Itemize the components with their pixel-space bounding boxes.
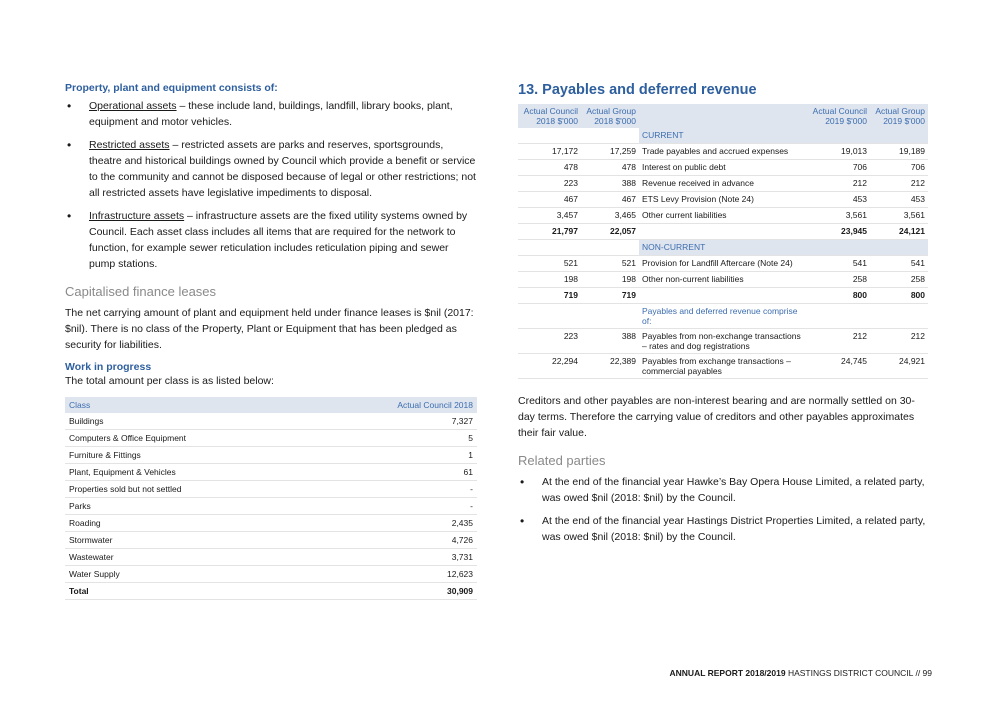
col-council-2018: Actual Council 2018 $'000: [518, 104, 581, 128]
col-group-2019: Actual Group 2019 $'000: [870, 104, 928, 128]
table-row: 467 467 ETS Levy Provision (Note 24) 453 453: [518, 192, 928, 208]
table-row: [65, 413, 477, 430]
row-label: Wastewater: [65, 549, 379, 566]
row-label: Roading: [65, 515, 379, 532]
row-label: Stormwater: [65, 532, 379, 549]
table-row: [65, 566, 477, 583]
table-row: 3,457 3,465 Other current liabilities 3,561 3,561: [518, 208, 928, 224]
creditors-text: Creditors and other payables are non-interest bearing and are normally settled on 30-day terms. Therefore the carrying value of creditors and other payables approximates their fair value.: [518, 395, 915, 439]
total-value: 30,909: [379, 583, 477, 600]
table-row: 22,294 22,389 Payables from exchange transactions – commercial payables 24,745 24,921: [518, 354, 928, 379]
class-table: [65, 397, 477, 600]
table-row: 198 198 Other non-current liabilities 258 258: [518, 272, 928, 288]
table-row: 478 478 Interest on public debt 706 706: [518, 160, 928, 176]
row-label: Furniture & Fittings: [65, 447, 379, 464]
col-council-2019: Actual Council 2019 $'000: [807, 104, 870, 128]
left-column: [65, 82, 477, 600]
current-total-row: 21,797 22,057 23,945 24,121: [518, 224, 928, 240]
footer-report: ANNUAL REPORT 2018/2019: [669, 668, 786, 678]
row-value: 2,435: [379, 515, 477, 532]
table-row: [65, 498, 477, 515]
row-value: 12,623: [379, 566, 477, 583]
right-column: [518, 82, 928, 552]
row-label: Parks: [65, 498, 379, 515]
related-parties-list: [518, 474, 928, 545]
list-item: • At the end of the financial year Hastings District Properties Limited, a related party, was owed $nil (2018: $nil) by the Council.: [518, 513, 928, 545]
page-footer: [670, 668, 932, 678]
table-row: 223 388 Payables from non-exchange transactions – rates and dog registrations 212 212: [518, 329, 928, 354]
row-label: Plant, Equipment & Vehicles: [65, 464, 379, 481]
table-row: 521 521 Provision for Landfill Aftercare (Note 24) 541 541: [518, 256, 928, 272]
noncurrent-label: NON-CURRENT: [639, 240, 807, 256]
list-item: [65, 98, 477, 130]
total-row: [65, 583, 477, 600]
current-section-row: [518, 128, 928, 144]
asset-types-list: [65, 98, 477, 272]
row-label: Properties sold but not settled: [65, 481, 379, 498]
total-label: Total: [65, 583, 379, 600]
bullet-text: – these include land, buildings, landfill, library books, plant, equipment and motor vehicles.: [89, 100, 453, 128]
footer-council: HASTINGS DISTRICT COUNCIL // 99: [785, 668, 932, 678]
noncurrent-section-row: [518, 240, 928, 256]
row-label: Water Supply: [65, 566, 379, 583]
row-value: 1: [379, 447, 477, 464]
col-group-2018: Actual Group 2018 $'000: [581, 104, 639, 128]
comprise-label: Payables and deferred revenue comprise of:: [639, 304, 807, 329]
table-row: 223 388 Revenue received in advance 212 212: [518, 176, 928, 192]
row-label: Buildings: [65, 413, 379, 430]
table-row: [65, 481, 477, 498]
table-row: [65, 532, 477, 549]
table-row: 17,172 17,259 Trade payables and accrued expenses 19,013 19,189: [518, 144, 928, 160]
bullet-term: Restricted assets: [89, 139, 170, 151]
current-label: CURRENT: [639, 128, 807, 144]
table-row: [65, 464, 477, 481]
bullet-term: Infrastructure assets: [89, 210, 185, 222]
table-row: [65, 515, 477, 532]
row-label: Computers & Office Equipment: [65, 430, 379, 447]
row-value: 5: [379, 430, 477, 447]
table-row: [65, 430, 477, 447]
row-value: 4,726: [379, 532, 477, 549]
col-class-header: Class: [65, 397, 379, 413]
table-row: [65, 549, 477, 566]
col-description: [639, 104, 807, 128]
row-value: 61: [379, 464, 477, 481]
related-parties-heading: Related parties: [518, 453, 606, 468]
col-value-header: Actual Council 2018: [379, 397, 477, 413]
comprise-row: [518, 304, 928, 329]
bullet-term: Operational assets: [89, 100, 177, 112]
list-item: • At the end of the financial year Hawke’s Bay Opera House Limited, a related party, was owed $nil (2018: $nil) by the Council.: [518, 474, 928, 506]
section-title: 13. Payables and deferred revenue: [518, 82, 757, 98]
table-row: [65, 447, 477, 464]
ppe-heading: Property, plant and equipment consists of:: [65, 82, 278, 94]
row-value: -: [379, 498, 477, 515]
noncurrent-total-row: 719 719 800 800: [518, 288, 928, 304]
bullet-text: – infrastructure assets are the fixed utility systems owned by Council. Each asset class includes all items that are required for the network to function, for example sewer reticulation includes reticulation piping and sewer pump stations.: [89, 210, 468, 270]
list-item: [65, 137, 477, 201]
payables-table: [518, 104, 928, 379]
wip-text: The total amount per class is as listed below:: [65, 375, 274, 387]
row-value: -: [379, 481, 477, 498]
list-item: [65, 208, 477, 272]
capitalised-leases-heading: Capitalised finance leases: [65, 284, 217, 299]
row-value: 7,327: [379, 413, 477, 430]
capitalised-leases-text: The net carrying amount of plant and equipment held under finance leases is $nil (2017: $nil). There is no class of the Property, Plant or Equipment that has been pledged as security for liabilities.: [65, 307, 474, 351]
wip-heading: Work in progress: [65, 361, 152, 373]
bullet-text: – restricted assets are parks and reserves, sportsgrounds, theatre and historical buildings owned by Council which provide a benefit or service to the community and cannot be disposed because of legal or other restrictions; not all restricted assets have legislative impediments to disposal.: [89, 139, 476, 199]
row-value: 3,731: [379, 549, 477, 566]
